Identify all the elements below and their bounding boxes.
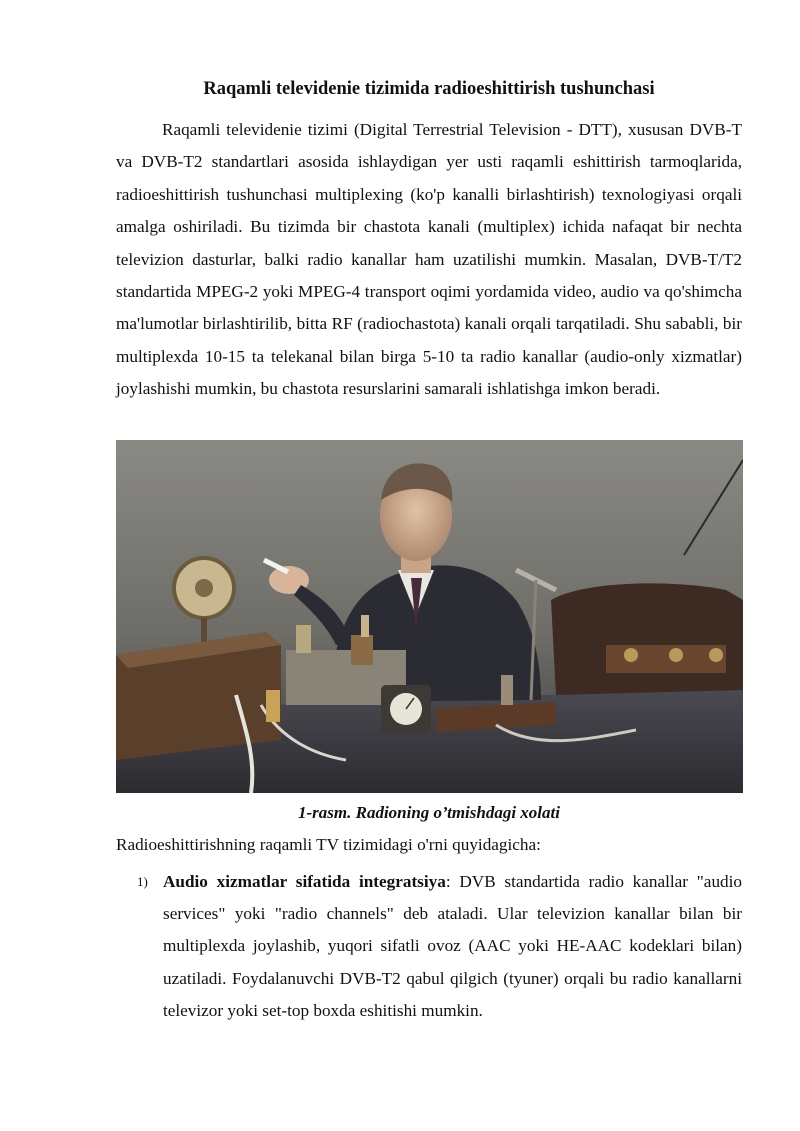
list-item-heading: Audio xizmatlar sifatida integratsiya [163, 872, 446, 891]
document-title: Raqamli televidenie tizimida radioeshittirish tushunchasi [203, 79, 655, 99]
list-item-body: DVB standartida radio kanallar "audio services" yoki "radio channels" deb ataladi. Ular televizion kanallar bilan bir multiplexda joylashib, yuqori sifatli ovoz (AAC yoki HE-AAC kodeklari bilan) uzatiladi. Foydalanuvchi DVB-T2 qabul qilgich (tyuner) orqali bu radio kanallarni televizor yoki set-top boxda eshitishi mumkin. [163, 872, 742, 1020]
list-intro: Radioeshittirishning raqamli TV tizimidagi o'rni quyidagicha: [116, 835, 541, 854]
list-item-separator: : [445, 872, 451, 891]
figure-caption: 1-rasm. Radioning o’tmishdagi xolati [298, 803, 560, 822]
list-item-number: 1) [137, 874, 148, 889]
list-item-text [163, 866, 742, 1027]
body-paragraph: Raqamli televidenie tizimi (Digital Terrestrial Television - DTT), xususan DVB-T va DVB-T2 standartlari asosida ishlaydigan yer usti raqamli eshittirish tarmoqlarida, radioeshittirish tushunchasi multiplexing (ko'p kanalli birlashtirish) texnologiyasi orqali amalga oshiriladi. Bu tizimda bir chastota kanali (multiplex) ichida nafaqat bir nechta televizion dasturlar, balki radio kanallar ham uzatilishi mumkin. Masalan, DVB-T/T2 standartida MPEG-2 yoki MPEG-4 transport oqimi yordamida video, audio va qo'shimcha ma'lumotlar birlashtirilib, bitta RF (radiochastota) kanali orqali tarqatiladi. Shu sababli, bir multiplexda 10-15 ta telekanal bilan birga 5-10 ta radio kanallar (audio-only xizmatlar) joylashishi mumkin, bu chastota resurslarini samarali ishlatishga imkon beradi. [116, 120, 742, 399]
historical-radio-photo [116, 440, 743, 793]
